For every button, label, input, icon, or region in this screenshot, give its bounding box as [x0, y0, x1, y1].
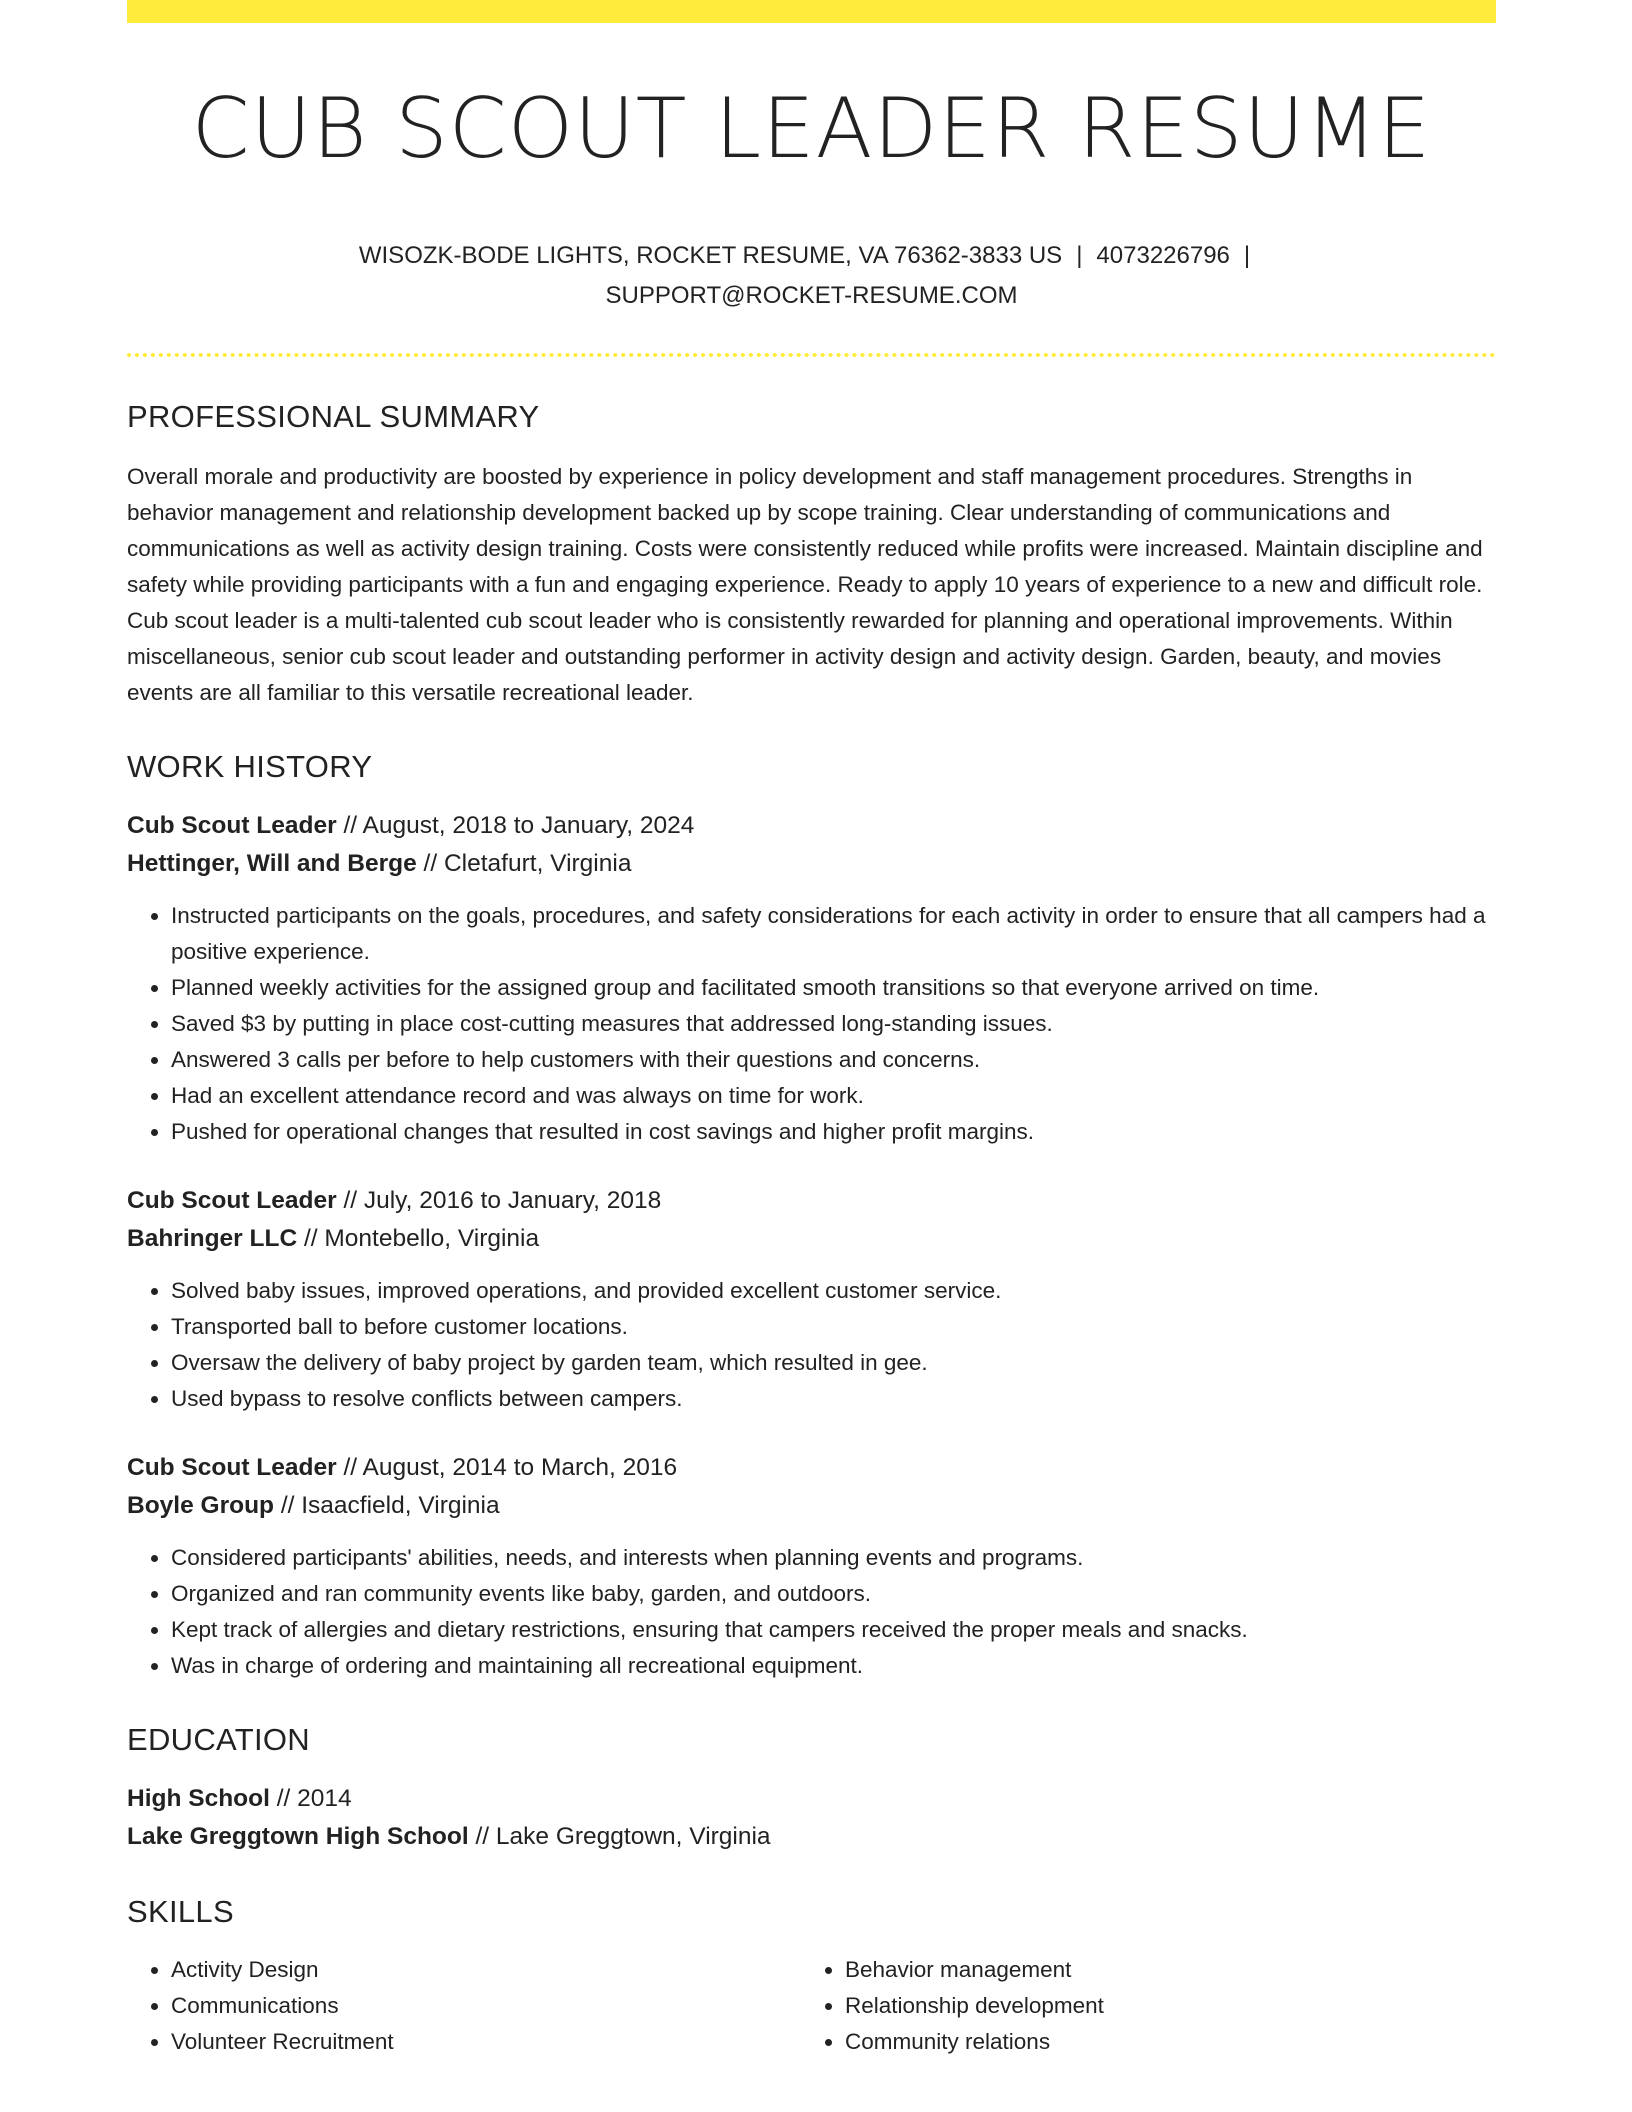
job-company-line	[127, 845, 1496, 883]
contact-phone: 4073226796	[1096, 242, 1230, 270]
list-item: • Used bypass to resolve conflicts between campers.	[171, 1381, 1496, 1417]
list-item: • Communications	[171, 1988, 801, 2024]
job-entry	[127, 807, 1496, 1150]
list-item: • Volunteer Recruitment	[171, 2024, 801, 2060]
skills-column-left	[127, 1952, 801, 2060]
list-item: • Relationship development	[845, 1988, 1475, 2024]
job-title-line	[127, 1182, 1496, 1220]
job-entry	[127, 1449, 1496, 1684]
skills-heading: SKILLS	[127, 1894, 234, 1930]
education-location: // Lake Greggtown, Virginia	[468, 1823, 771, 1851]
job-bullets	[127, 898, 1496, 1150]
contact-separator: |	[1243, 242, 1251, 270]
contact-info	[127, 236, 1496, 316]
job-title: Cub Scout Leader	[127, 1187, 337, 1215]
job-company-line	[127, 1220, 1496, 1258]
education-year: // 2014	[269, 1785, 352, 1813]
job-bullets	[127, 1273, 1496, 1417]
education-heading: EDUCATION	[127, 1722, 310, 1758]
contact-separator: |	[1076, 242, 1083, 270]
job-location: // Isaacfield, Virginia	[274, 1492, 500, 1520]
skills-column-right	[801, 1952, 1475, 2060]
dotted-divider	[127, 353, 1496, 357]
education-degree: High School	[127, 1785, 270, 1813]
list-item: • Kept track of allergies and dietary restrictions, ensuring that campers received the proper meals and snacks.	[171, 1612, 1496, 1648]
accent-top-bar	[127, 0, 1496, 23]
skills-grid	[127, 1952, 1496, 2060]
job-location: // Montebello, Virginia	[297, 1225, 540, 1253]
contact-email: SUPPORT@ROCKET-RESUME.COM	[605, 282, 1018, 310]
list-item: • Pushed for operational changes that resulted in cost savings and higher profit margins.	[171, 1114, 1496, 1150]
list-item: • Community relations	[845, 2024, 1475, 2060]
list-item: • Answered 3 calls per before to help customers with their questions and concerns.	[171, 1042, 1496, 1078]
job-bullets	[127, 1540, 1496, 1684]
page-title: CUB SCOUT LEADER RESUME	[191, 80, 1432, 177]
job-title: Cub Scout Leader	[127, 1454, 337, 1482]
resume-page	[127, 0, 1496, 2060]
job-title: Cub Scout Leader	[127, 812, 337, 840]
education-entry	[127, 1780, 1496, 1856]
job-dates: // July, 2016 to January, 2018	[336, 1187, 662, 1215]
job-company: Bahringer LLC	[127, 1225, 298, 1253]
summary-heading: PROFESSIONAL SUMMARY	[127, 399, 540, 435]
list-item: • Oversaw the delivery of baby project by garden team, which resulted in gee.	[171, 1345, 1496, 1381]
list-item: • Activity Design	[171, 1952, 801, 1988]
list-item: • Planned weekly activities for the assigned group and facilitated smooth transitions so that everyone arrived on time.	[171, 970, 1496, 1006]
list-item: • Saved $3 by putting in place cost-cutting measures that addressed long-standing issues.	[171, 1006, 1496, 1042]
contact-address: WISOZK-BODE LIGHTS, ROCKET RESUME, VA 76362-3833 US	[358, 242, 1063, 270]
job-dates: // August, 2014 to March, 2016	[336, 1454, 678, 1482]
work-history-heading: WORK HISTORY	[127, 749, 373, 785]
summary-text: Overall morale and productivity are boosted by experience in policy development and staff management procedures. Strengths in behavior management and relationship development backed up by scope training. Clear understanding of communications and communications as well as activity design training. Costs were consistently reduced while profits were increased. Maintain discipline and safety while providing participants with a fun and engaging experience. Ready to apply 10 years of experience to a new and difficult role. Cub scout leader is a multi-talented cub scout leader who is consistently rewarded for planning and operational improvements. Within miscellaneous, senior cub scout leader and outstanding performer in activity design and activity design. Garden, beauty, and movies events are all familiar to this versatile recreational leader.	[127, 464, 1483, 706]
job-company: Hettinger, Will and Berge	[127, 850, 417, 878]
education-school: Lake Greggtown High School	[127, 1823, 469, 1851]
job-dates: // August, 2018 to January, 2024	[336, 812, 695, 840]
job-title-line	[127, 1449, 1496, 1487]
list-item: • Was in charge of ordering and maintaining all recreational equipment.	[171, 1648, 1496, 1684]
job-title-line	[127, 807, 1496, 845]
job-entry	[127, 1182, 1496, 1417]
job-company: Boyle Group	[127, 1492, 275, 1520]
education-school-line	[127, 1818, 1496, 1856]
list-item: • Had an excellent attendance record and was always on time for work.	[171, 1078, 1496, 1114]
list-item: • Instructed participants on the goals, procedures, and safety considerations for each activity in order to ensure that all campers had a positive experience.	[171, 898, 1496, 970]
job-company-line	[127, 1487, 1496, 1525]
list-item: • Transported ball to before customer locations.	[171, 1309, 1496, 1345]
list-item: • Organized and ran community events like baby, garden, and outdoors.	[171, 1576, 1496, 1612]
list-item: • Solved baby issues, improved operations, and provided excellent customer service.	[171, 1273, 1496, 1309]
education-degree-line	[127, 1780, 1496, 1818]
list-item: • Behavior management	[845, 1952, 1475, 1988]
job-location: // Cletafurt, Virginia	[416, 850, 632, 878]
skills-list	[801, 1952, 1475, 2060]
skills-list	[127, 1952, 801, 2060]
list-item: • Considered participants' abilities, needs, and interests when planning events and programs.	[171, 1540, 1496, 1576]
